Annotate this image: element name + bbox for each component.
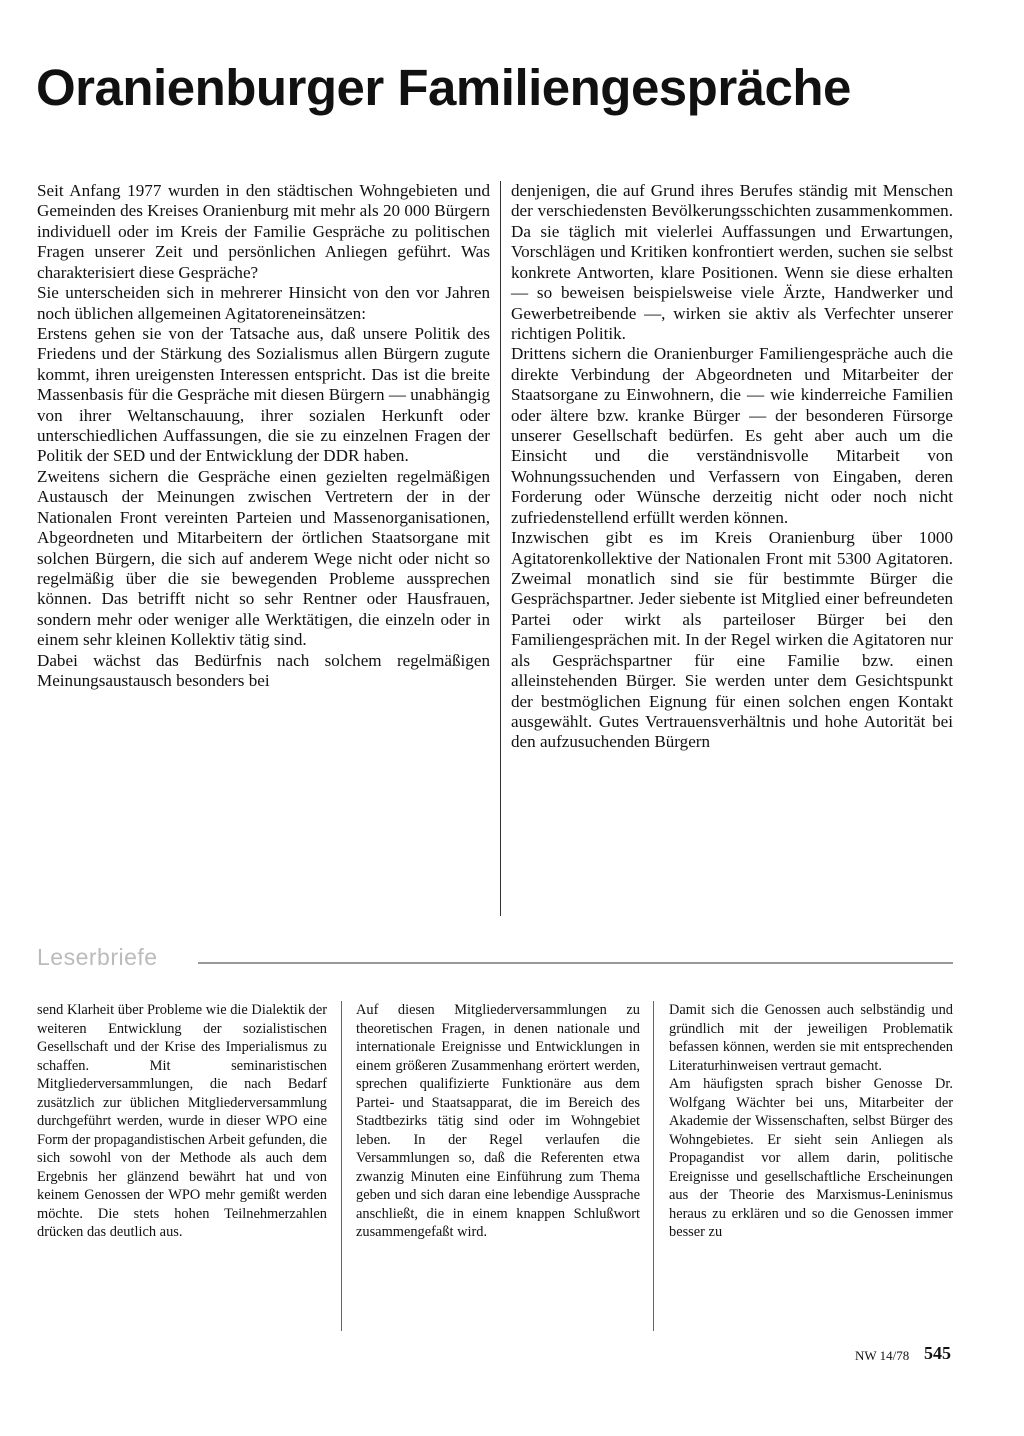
- column-divider: [653, 1001, 654, 1331]
- paragraph: Sie unterscheiden sich in mehrerer Hinsicht von den vor Jahren noch üblichen allgemeinen Agitatoreneinsätzen:: [37, 283, 490, 323]
- paragraph: Seit Anfang 1977 wurden in den städtischen Wohngebieten und Gemeinden des Kreises Oranienburg mit mehr als 20 000 Bürgern individuell oder im Kreis der Familie Gespräche zu politischen Fragen unserer Zeit und persönlichen Anliegen geführt. Was charakterisiert diese Gespräche?: [37, 181, 490, 282]
- paragraph: Inzwischen gibt es im Kreis Oranienburg über 1000 Agitatorenkollektive der Nationalen Front mit 5300 Agitatoren. Zweimal monatlich sind sie für bestimmte Bürger die Gesprächspartner. Jeder siebente ist Mitglied einer befreundeten Partei oder wirkt als parteiloser Bürger bei den Familiengesprächen mit. In der Regel wirken die Agitatoren nur als Gesprächspartner für eine Familie bzw. einen alleinstehenden Bürger. Sie werden unter dem Gesichtspunkt der bestmöglichen Eignung für einen solchen engen Kontakt ausgewählt. Gutes Vertrauensverhältnis und hohe Autorität bei den aufzusuchenden Bürgern: [511, 528, 953, 752]
- page-title: Oranienburger Familiengespräche: [36, 59, 851, 116]
- section-label: Leserbriefe: [37, 944, 158, 970]
- paragraph: Am häufigsten sprach bisher Genosse Dr. Wolfgang Wächter bei uns, Mitarbeiter der Akademie der Wissenschaften, selbst Bürger des Wohngebietes. Er sieht sein Anliegen als Propagandist vor allem darin, politische Ereignisse und gesellschaftliche Erscheinungen aus der Theorie des Marxismus-Leninismus heraus zu erklären und so die Genossen immer besser zu: [669, 1076, 953, 1240]
- paragraph: Damit sich die Genossen auch selbständig und gründlich mit der jeweiligen Problematik befassen können, werden sie mit entsprechenden Literaturhinweisen vertraut gemacht.: [669, 1002, 953, 1074]
- letter-column-2: [356, 1001, 640, 1242]
- paragraph: Auf diesen Mitgliederversammlungen zu theoretischen Fragen, in denen nationale und internationale Ereignisse und Entwicklungen in einem größeren Zusammenhang erörtert werden, sprechen qualifizierte Funktionäre aus dem Partei- und Staatsapparat, die im Bereich des Stadtbezirks tätig sind oder im Wohngebiet leben. In der Regel verlaufen die Versammlungen so, daß die Referenten etwa zwanzig Minuten eine Einführung zum Thema geben und sich daran eine lebendige Aussprache anschließt, die in einem knappen Schlußwort zusammengefaßt wird.: [356, 1002, 640, 1240]
- column-divider: [500, 181, 501, 916]
- paragraph: Drittens sichern die Oranienburger Familiengespräche auch die direkte Verbindung der Abgeordneten und Mitarbeiter der Staatsorgane zu Einwohnern, die — wie kinderreiche Familien oder ältere bzw. kranke Bürger — der besonderen Fürsorge unserer Gesellschaft bedürfen. Es geht aber auch um die Einsicht und die verständnisvolle Mitarbeit von Wohnungssuchenden und Verfassern von Eingaben, deren Forderung oder Wünsche derzeitig nicht oder noch nicht zufriedenstellend erfüllt werden können.: [511, 344, 953, 527]
- paragraph: denjenigen, die auf Grund ihres Berufes ständig mit Menschen der verschiedensten Bevölkerungsschichten zusammenkommen. Da sie täglich mit vielerlei Auffassungen und Erwartungen, Vorschlägen und Kritiken konfrontiert werden, suchen sie selbst konkrete Antworten, klare Positionen. Wenn sie diese erhalten — so beweisen beispielsweise viele Ärzte, Handwerker und Gewerbetreibende —, wirken sie aktiv als Verfechter unserer richtigen Politik.: [511, 181, 953, 343]
- paragraph: Erstens gehen sie von der Tatsache aus, daß unsere Politik des Friedens und der Stärkung des Sozialismus allen Bürgern zugute kommt, ihren ureigensten Interessen entspricht. Das ist die breite Massenbasis für die Gespräche mit diesen Bürgern — unabhängig von ihrer Weltanschauung, ihrer sozialen Herkunft oder unterschiedlichen Auffassungen, die sie zu einzelnen Fragen der Politik der SED und der Entwicklung der DDR haben.: [37, 323, 490, 466]
- letter-column-3: [669, 1001, 953, 1242]
- letter-column-1: [37, 1001, 327, 1242]
- issue-reference: NW 14/78: [855, 1348, 910, 1363]
- page-number: 545: [924, 1343, 951, 1363]
- article-column-right: [511, 181, 953, 753]
- paragraph: Dabei wächst das Bedürfnis nach solchem regelmäßigen Meinungsaustausch besonders bei: [37, 650, 490, 691]
- paragraph: Zweitens sichern die Gespräche einen gezielten regelmäßigen Austausch der Meinungen zwischen Vertretern der in der Nationalen Front vereinten Parteien und Massenorganisationen, Abgeordneten und Mitarbeitern der örtlichen Staatsorgane mit solchen Bürgern, die sich auf anderem Wege nicht oder nicht so regelmäßig über die sie bewegenden Probleme aussprechen können. Das betrifft nicht so sehr Rentner oder Hausfrauen, sondern mehr oder weniger alle Werktätigen, die einzeln oder in einem sehr kleinen Kollektiv tätig sind.: [37, 466, 490, 650]
- section-divider: [198, 962, 953, 964]
- article-column-left: [37, 181, 490, 692]
- column-divider: [341, 1001, 342, 1331]
- paragraph: send Klarheit über Probleme wie die Dialektik der weiteren Entwicklung der sozialistischen Gesellschaft und der Krise des Imperialismus zu schaffen. Mit seminaristischen Mitgliederversammlungen, die nach Bedarf zusätzlich zur üblichen Mitgliederversammlung durchgeführt werden, wurde in dieser WPO eine Form der propagandistischen Arbeit gefunden, die sich sowohl von der Methode als auch dem Ergebnis her glänzend bewährt hat und von keinem Genossen der WPO mehr gemißt werden möchte. Die stets hohen Teilnehmerzahlen drücken das deutlich aus.: [37, 1002, 327, 1240]
